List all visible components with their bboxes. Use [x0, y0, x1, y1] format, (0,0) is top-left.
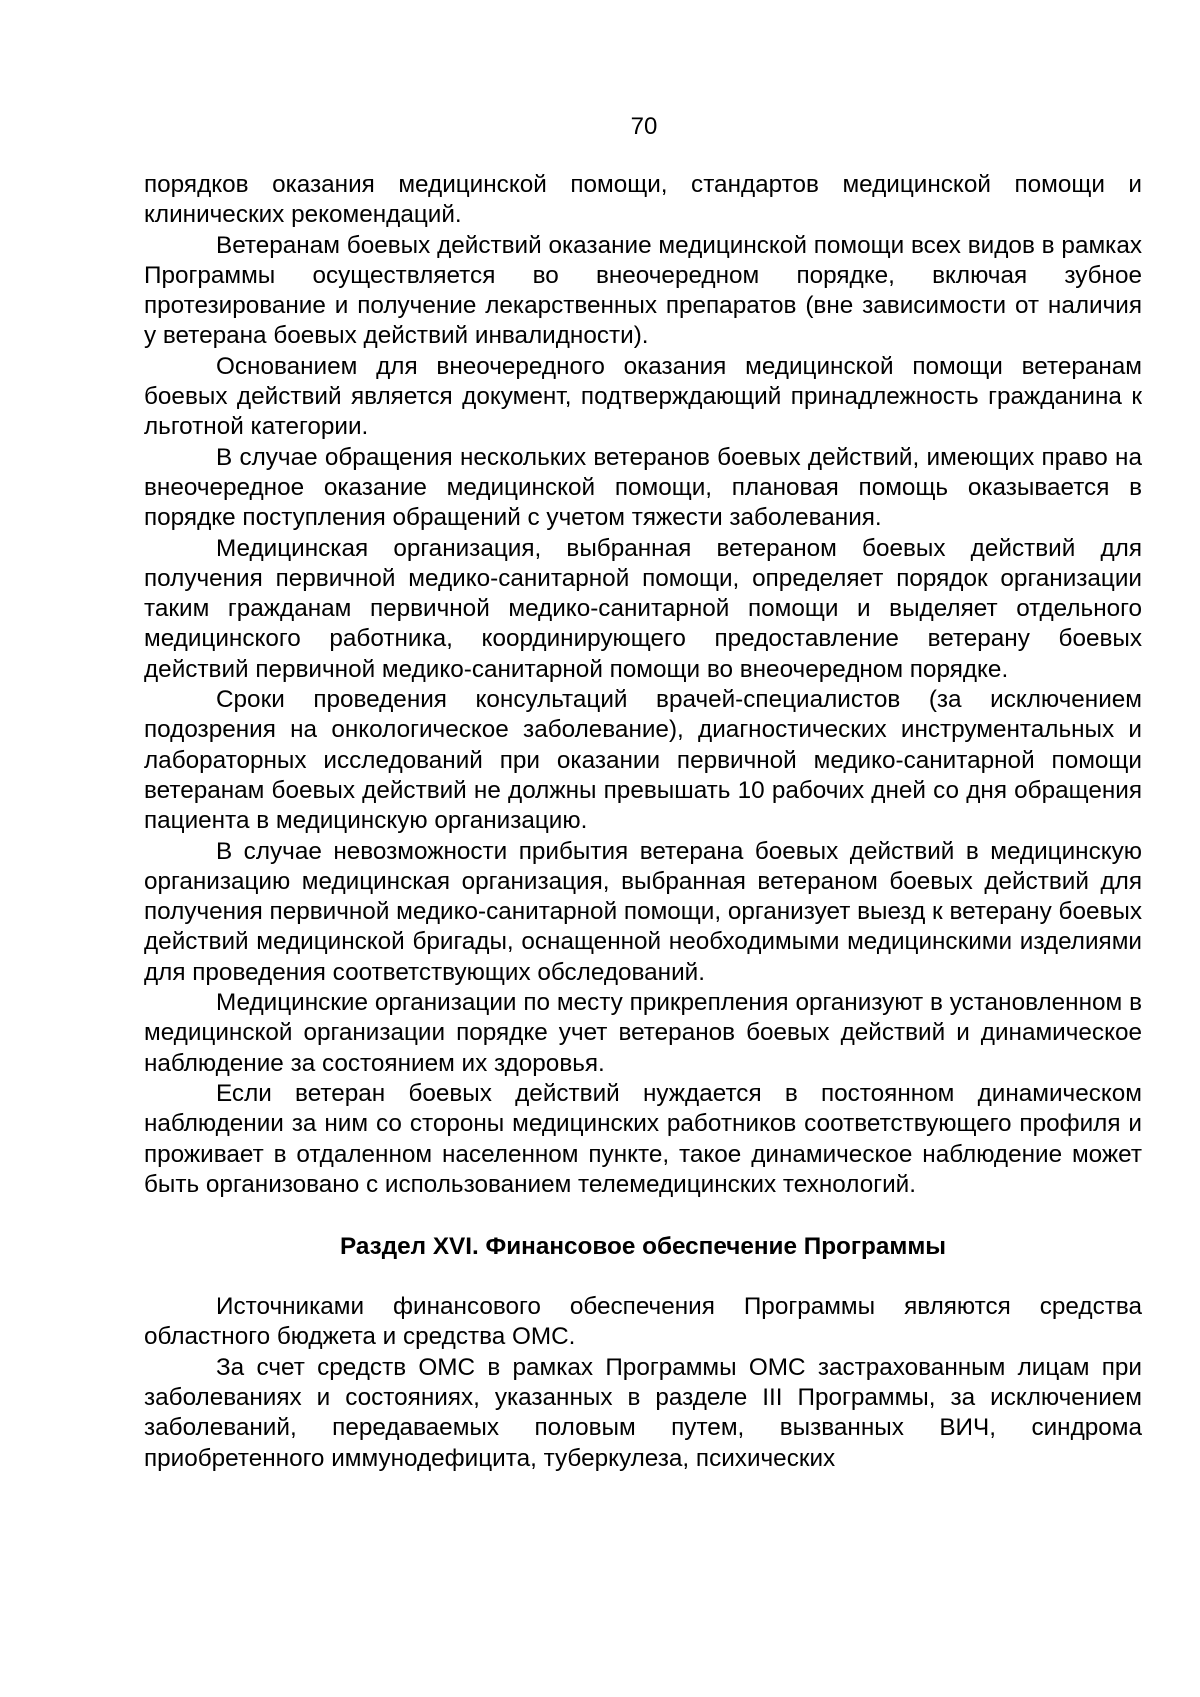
paragraph: порядков оказания медицинской помощи, стандартов медицинской помощи и клинических рекомендаций.: [144, 171, 1142, 229]
page-number: 70: [630, 113, 658, 140]
document-body: [144, 170, 1142, 1474]
paragraph: В случае обращения нескольких ветеранов боевых действий, имеющих право на внеочередное оказание медицинской помощи, плановая помощь оказывается в порядке поступления обращений с учетом тяжести заболевания.: [144, 443, 1142, 532]
paragraph: Ветеранам боевых действий оказание медицинской помощи всех видов в рамках Программы осуществляется во внеочередном порядке, включая зубное протезирование и получение лекарственных препаратов (вне зависимости от наличия у ветерана боевых действий инвалидности).: [144, 231, 1142, 350]
section-title: Раздел XVI. Финансовое обеспечение Программы: [339, 1233, 947, 1261]
paragraph: В случае невозможности прибытия ветерана боевых действий в медицинскую организацию медицинская организация, выбранная ветераном боевых действий для получения первичной медико-санитарной помощи, организует выезд к ветерану боевых действий медицинской бригады, оснащенной необходимыми медицинскими изделиями для проведения соответствующих обследований.: [144, 837, 1142, 986]
paragraph: Медицинские организации по месту прикрепления организуют в установленном в медицинской организации порядке учет ветеранов боевых действий и динамическое наблюдение за состоянием их здоровья.: [144, 989, 1142, 1077]
paragraph: Если ветеран боевых действий нуждается в постоянном динамическом наблюдении за ним со стороны медицинских работников соответствующего профиля и проживает в отдаленном населенном пункте, такое динамическое наблюдение может быть организовано с использованием телемедицинских технологий.: [144, 1079, 1142, 1198]
paragraph: За счет средств ОМС в рамках Программы ОМС застрахованным лицам при заболеваниях и состояниях, указанных в разделе III Программы, за исключением заболеваний, передаваемых половым путем, вызванных ВИЧ, синдрома приобретенного иммунодефицита, туберкулеза, психических: [144, 1353, 1142, 1472]
paragraph: Основанием для внеочередного оказания медицинской помощи ветеранам боевых действий является документ, подтверждающий принадлежность гражданина к льготной категории.: [144, 352, 1142, 441]
paragraph: Источниками финансового обеспечения Программы являются средства областного бюджета и средства ОМС.: [144, 1293, 1142, 1351]
paragraph: Сроки проведения консультаций врачей-специалистов (за исключением подозрения на онкологическое заболевание), диагностических инструментальных и лабораторных исследований при оказании первичной медико-санитарной помощи ветеранам боевых действий не должны превышать 10 рабочих дней со дня обращения пациента в медицинскую организацию.: [144, 686, 1142, 835]
paragraph: Медицинская организация, выбранная ветераном боевых действий для получения первичной медико-санитарной помощи, определяет порядок организации таким гражданам первичной медико-санитарной помощи и выделяет отдельного медицинского работника, координирующего предоставление ветерану боевых действий первичной медико-санитарной помощи во внеочередном порядке.: [144, 534, 1142, 683]
